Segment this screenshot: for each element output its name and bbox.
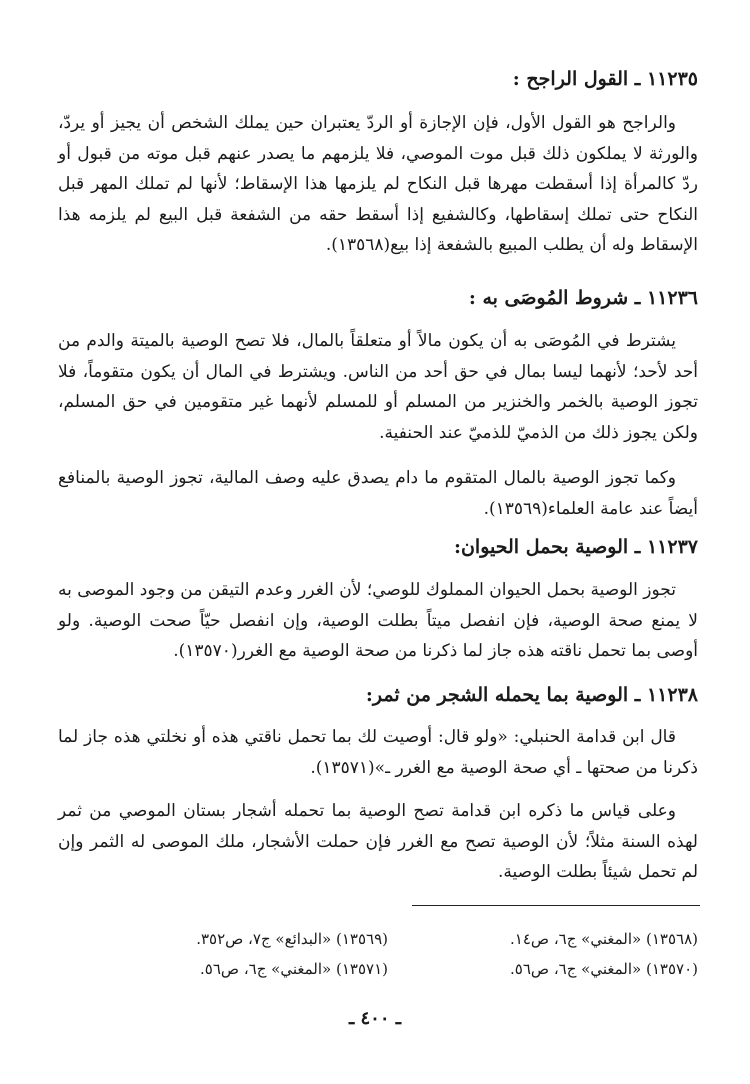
paragraph: وكما تجوز الوصية بالمال المتقوم ما دام يصدق عليه وصف المالية، تجوز الوصية بالمنافع أيضاً عند عامة العلماء(١٣٥٦٩). <box>58 468 698 519</box>
section-heading: ١١٢٣٦ ـ شروط المُوصَى به : <box>468 287 698 309</box>
page-number: ـ ٤٠٠ ـ <box>348 1008 402 1029</box>
paragraph: تجوز الوصية بحمل الحيوان المملوك للوصي؛ لأن الغرر وعدم التيقن من وجود الموصى به لا يمنع صحة الوصية، فإن انفصل ميتاً بطلت الوصية، وإن انفصل حيّاً صحت الوصية. ولو أوصى بما تحمل ناقته هذه جاز لما ذكرنا من صحة الوصية مع الغرر(١٣٥٧٠). <box>58 580 698 661</box>
section-heading: ١١٢٣٨ ـ الوصية بما يحمله الشجر من ثمر: <box>365 684 698 706</box>
paragraph: وعلى قياس ما ذكره ابن قدامة تصح الوصية بما تحمله أشجار بستان الموصي من ثمر لهذه السنة مثلاً؛ لأن الوصية تصح مع الغرر فإن حملت الأشجار، ملك الموصى له الثمر وإن لم تحمل شيئاً بطلت الوصية. <box>58 801 698 882</box>
footnote: (١٣٥٧٠) «المغني» ج٦، ص٥٦. <box>510 960 698 978</box>
paragraph: قال ابن قدامة الحنبلي: «ولو قال: أوصيت لك بما تحمل ناقتي هذه أو نخلتي هذه جاز لما ذكرنا من صحتها ـ أي صحة الوصية مع الغرر ـ»(١٣٥٧١). <box>58 727 698 778</box>
section-heading: ١١٢٣٥ ـ القول الراجح : <box>512 68 698 90</box>
footnote: (١٣٥٦٨) «المغني» ج٦، ص١٤. <box>510 930 698 948</box>
footnote-separator <box>412 905 700 906</box>
paragraph: والراجح هو القول الأول، فإن الإجازة أو الردّ يعتبران حين يملك الشخص أن يجيز أو يردّ، والورثة لا يملكون ذلك قبل موت الموصي، فلا يلزمهم ما يصدر عنهم قبل موته من قبول أو ردّ كالمرأة إذا أسقطت مهرها قبل النكاح لم يلزمها هذا الإسقاط؛ لأنها لم تملك المهر قبل النكاح حتى تملك إسقاطها، وكالشفيع إذا أسقط حقه من الشفعة قبل البيع لم يلزمه هذا الإسقاط وله أن يطلب المبيع بالشفعة إذا بيع(١٣٥٦٨). <box>58 113 698 255</box>
section-heading: ١١٢٣٧ ـ الوصية بحمل الحيوان: <box>453 536 698 558</box>
paragraph: يشترط في المُوصَى به أن يكون مالاً أو متعلقاً بالمال، فلا تصح الوصية بالميتة والدم من أحد لأحد؛ لأنهما ليسا بمال في حق أحد من الناس. ويشترط في المال أن يكون متقوماً، فلا تجوز الوصية بالخمر والخنزير من المسلم أو للمسلم لأنهما غير متقومين في حق المسلم، ولكن يجوز ذلك من الذميّ للذميّ عند الحنفية. <box>58 331 698 443</box>
footnote: (١٣٥٦٩) «البدائع» ج٧، ص٣٥٢. <box>196 930 388 948</box>
footnote: (١٣٥٧١) «المغني» ج٦، ص٥٦. <box>200 960 388 978</box>
